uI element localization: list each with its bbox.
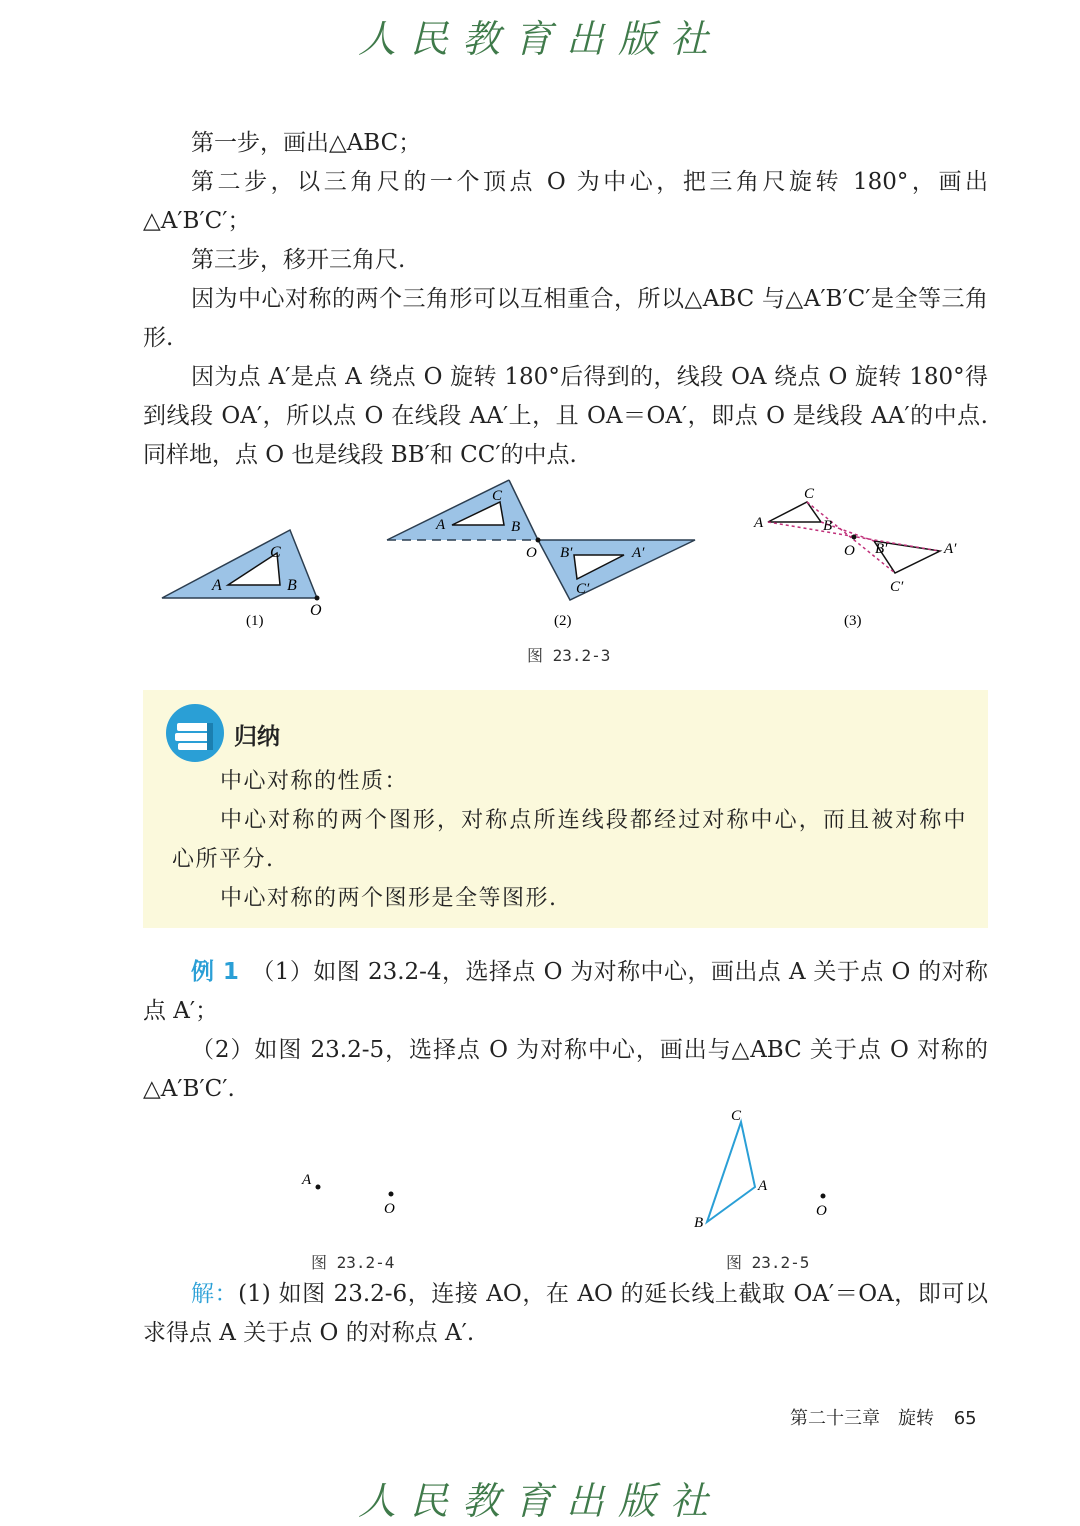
fig3b-label-A: A <box>436 517 446 533</box>
fig3c-label-C: C <box>804 486 815 502</box>
summary-line-3: 中心对称的两个图形是全等图形. <box>220 886 558 911</box>
solution-text <box>143 1275 988 1353</box>
example-part-1-text: （1）如图 23.2-4，选择点 O 为对称中心，画出点 A 关于点 O 的对称点 A′； <box>143 959 989 1024</box>
fig5-caption: 图 23.2-5 <box>726 1253 810 1272</box>
congruence-paragraph: 因为中心对称的两个三角形可以互相重合，所以△ABC 与△A′B′C′是全等三角形. <box>143 286 988 351</box>
step-2: 第二步，以三角尺的一个顶点 O 为中心，把三角尺旋转 180°，画出△A′B′C′； <box>143 169 988 234</box>
fig4-label-O: O <box>384 1201 395 1217</box>
fig3-panel-2 <box>387 480 695 629</box>
chapter-title: 第二十三章 旋转 <box>790 1408 934 1429</box>
fig3-label-A: A <box>212 577 222 594</box>
fig3b-label-C1: C′ <box>576 581 590 597</box>
summary-line-2: 中心对称的两个图形，对称点所连线段都经过对称中心，而且被对称中心所平分. <box>172 808 967 872</box>
fig3b-label-C: C <box>492 488 503 504</box>
solution-paragraph <box>143 1275 988 1353</box>
fig3c-label-A: A <box>754 515 764 531</box>
example-label: 例 1 <box>191 959 239 985</box>
fig3b-label-B: B <box>511 519 521 535</box>
summary-title: 归纳 <box>234 724 280 750</box>
summary-text <box>172 762 967 918</box>
figure-23-2-4 <box>290 1160 420 1225</box>
fig3-panel-1 <box>162 530 322 629</box>
example-text <box>143 953 988 1109</box>
fig3c-label-B1: B′ <box>875 541 888 557</box>
step-3: 第三步，移开三角尺. <box>191 247 406 273</box>
example-part-1 <box>143 953 988 1031</box>
watermark-top: 人民教育出版社 <box>357 17 722 61</box>
example-part-2: （2）如图 23.2-5，选择点 O 为对称中心，画出与△ABC 关于点 O 对称的△A′B′C′. <box>143 1037 988 1102</box>
fig3b-label-O: O <box>526 545 537 561</box>
page-footer <box>790 1404 977 1430</box>
solution-label: 解： <box>191 1281 239 1307</box>
fig3b-label-B1: B′ <box>560 545 573 561</box>
fig4-caption: 图 23.2-4 <box>311 1253 395 1272</box>
midpoint-paragraph: 因为点 A′是点 A 绕点 O 旋转 180°后得到的，线段 OA 绕点 O 旋转 180°得到线段 OA′，所以点 O 在线段 AA′上，且 OA＝OA′，即点 O 是线段 AA′的中点. 同样地，点 O 也是线段 BB′和 CC′的中点. <box>143 364 988 468</box>
books-icon <box>165 703 225 763</box>
fig3-subcaption-3: (3) <box>844 613 862 629</box>
fig5-label-O: O <box>816 1203 827 1219</box>
fig3c-label-B: B <box>823 518 833 534</box>
fig3b-label-A1: A′ <box>632 545 645 561</box>
fig5-label-B: B <box>694 1215 704 1231</box>
fig5-label-A: A <box>758 1178 768 1194</box>
figure-23-2-5 <box>690 1100 840 1235</box>
solution-body: (1) 如图 23.2-6，连接 AO，在 AO 的延长线上截取 OA′＝OA，即可以求得点 A 关于点 O 的对称点 A′. <box>143 1281 988 1346</box>
fig3c-label-A1: A′ <box>944 541 957 557</box>
fig3-label-O: O <box>310 602 322 619</box>
fig3-subcaption-2: (2) <box>554 613 572 629</box>
fig3-label-C: C <box>270 544 281 561</box>
step-1: 第一步，画出△ABC； <box>191 130 422 156</box>
fig3-subcaption-1: (1) <box>246 613 264 629</box>
fig3c-label-O: O <box>844 543 855 559</box>
fig3c-label-C1: C′ <box>890 579 904 595</box>
fig3-label-B: B <box>287 577 297 594</box>
page-number: 65 <box>953 1408 977 1429</box>
watermark-bottom: 人民教育出版社 <box>357 1479 722 1523</box>
fig3-panel-3 <box>753 486 957 629</box>
fig5-label-C: C <box>731 1108 742 1124</box>
summary-line-1: 中心对称的性质： <box>220 769 409 794</box>
fig4-label-A: A <box>302 1172 312 1188</box>
body-text-top <box>143 124 988 475</box>
figure-23-2-3 <box>140 475 980 645</box>
fig3-caption: 图 23.2-3 <box>527 646 611 665</box>
